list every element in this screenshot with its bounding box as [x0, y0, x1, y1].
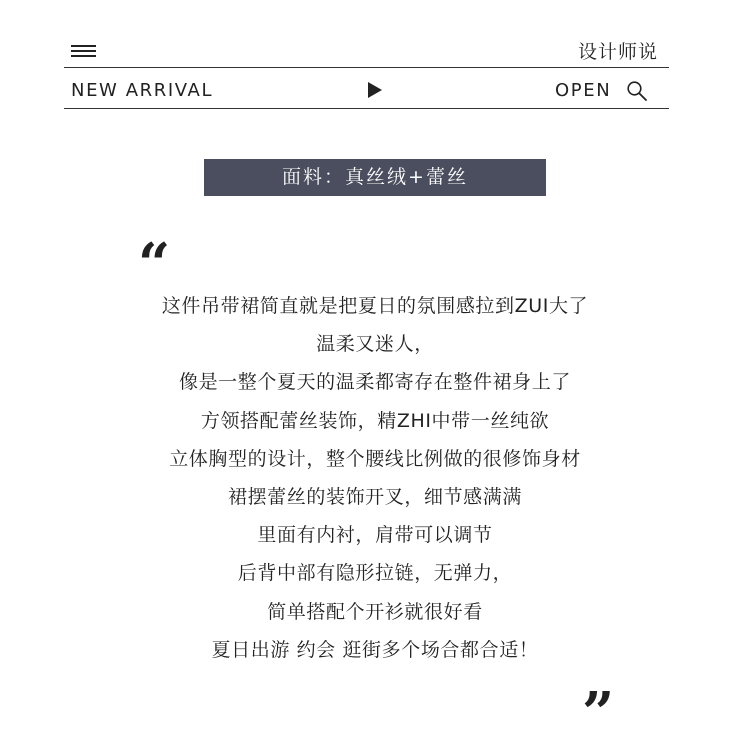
menu-bar [71, 50, 96, 52]
menu-bar [71, 45, 96, 47]
description-line: 后背中部有隐形拉链，无弹力， [237, 562, 513, 585]
description-line: 夏日出游 约会 逛街多个场合都合适！ [211, 638, 539, 661]
designer-says-link[interactable]: 设计师说 [577, 41, 658, 63]
open-quote-icon: “ [138, 231, 171, 297]
fabric-banner: 面料：真丝绒+蕾丝 [204, 159, 546, 196]
header-divider-bottom [64, 108, 669, 109]
description-line: 立体胸型的设计，整个腰线比例做的很修饰身材 [169, 447, 581, 470]
description-line: 这件吊带裙简直就是把夏日的氛围感拉到ZUI大了 [161, 295, 589, 317]
description-line: 方领搭配蕾丝装饰，精ZHI中带一丝纯欲 [200, 409, 550, 432]
description-line: 裙摆蕾丝的装饰开叉，细节感满满 [227, 486, 522, 509]
play-icon[interactable] [368, 82, 382, 98]
open-label[interactable]: OPEN [555, 80, 612, 101]
product-description [0, 287, 750, 669]
description-line: 像是一整个夏天的温柔都寄存在整件裙身上了 [178, 371, 571, 394]
menu-bar [71, 55, 96, 57]
search-icon[interactable] [626, 80, 648, 102]
header-divider-top [64, 67, 669, 68]
new-arrival-label[interactable]: NEW ARRIVAL [71, 80, 214, 101]
description-line: 简单搭配个开衫就很好看 [267, 600, 483, 623]
menu-icon[interactable] [71, 43, 96, 59]
description-line: 里面有内衬，肩带可以调节 [257, 524, 493, 547]
description-line: 温柔又迷人， [316, 333, 434, 356]
close-quote-icon: ” [582, 680, 615, 746]
